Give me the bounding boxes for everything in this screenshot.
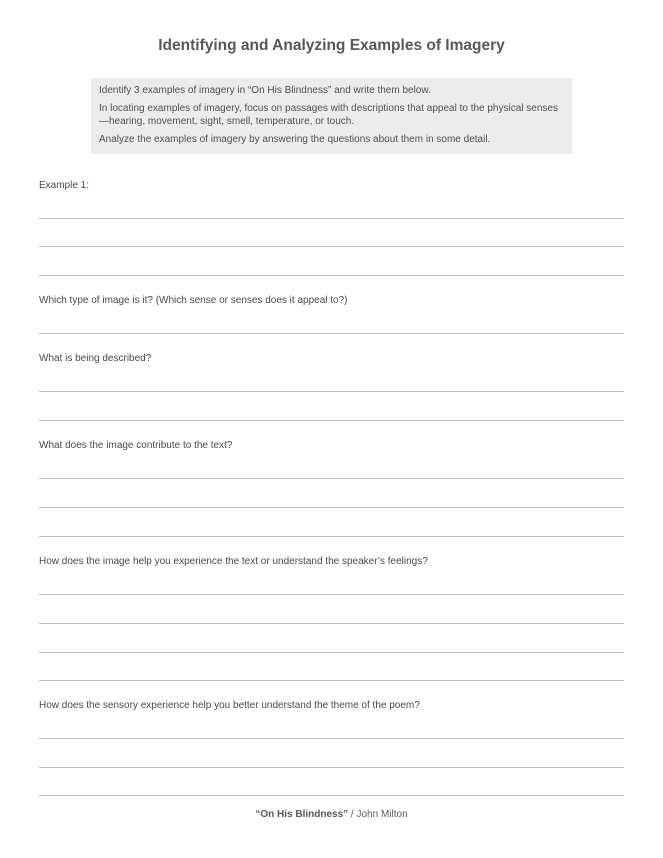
- described-answer-line-1[interactable]: [39, 391, 624, 392]
- example-answer-line-2[interactable]: [39, 246, 624, 247]
- footer-author: John Milton: [356, 809, 408, 820]
- contribute-answer-line-1[interactable]: [39, 478, 624, 479]
- example-answer-line-1[interactable]: [39, 218, 624, 219]
- footer: [0, 809, 663, 820]
- image-type-answer-line-1[interactable]: [39, 333, 624, 334]
- instruction-line-3: Analyze the examples of imagery by answering the questions about them in some detail.: [99, 134, 491, 145]
- question-image-type: Which type of image is it? (Which sense or senses does it appeal to?): [39, 295, 348, 306]
- described-answer-line-2[interactable]: [39, 420, 624, 421]
- instruction-line-1: Identify 3 examples of imagery in “On His Blindness” and write them below.: [99, 85, 431, 96]
- experience-answer-line-1[interactable]: [39, 594, 624, 595]
- theme-answer-line-1[interactable]: [39, 738, 624, 739]
- question-described: What is being described?: [39, 353, 152, 364]
- example-answer-line-3[interactable]: [39, 275, 624, 276]
- example-label: Example 1:: [39, 180, 90, 191]
- footer-work-title: “On His Blindness”: [255, 809, 349, 820]
- question-experience: How does the image help you experience the text or understand the speaker’s feelings?: [39, 556, 428, 567]
- footer-separator: /: [348, 809, 357, 820]
- experience-answer-line-3[interactable]: [39, 652, 624, 653]
- question-contribute: What does the image contribute to the text?: [39, 440, 233, 451]
- contribute-answer-line-3[interactable]: [39, 536, 624, 537]
- theme-answer-line-3[interactable]: [39, 795, 624, 796]
- experience-answer-line-2[interactable]: [39, 623, 624, 624]
- page-title: Identifying and Analyzing Examples of Imagery: [158, 37, 505, 54]
- contribute-answer-line-2[interactable]: [39, 507, 624, 508]
- instruction-line-2: In locating examples of imagery, focus on passages with descriptions that appeal to the physical senses—hearing, movement, sight, smell, temperature, or touch.: [99, 103, 558, 127]
- experience-answer-line-4[interactable]: [39, 680, 624, 681]
- instructions-box: [91, 78, 572, 154]
- question-theme: How does the sensory experience help you better understand the theme of the poem?: [39, 700, 420, 711]
- theme-answer-line-2[interactable]: [39, 767, 624, 768]
